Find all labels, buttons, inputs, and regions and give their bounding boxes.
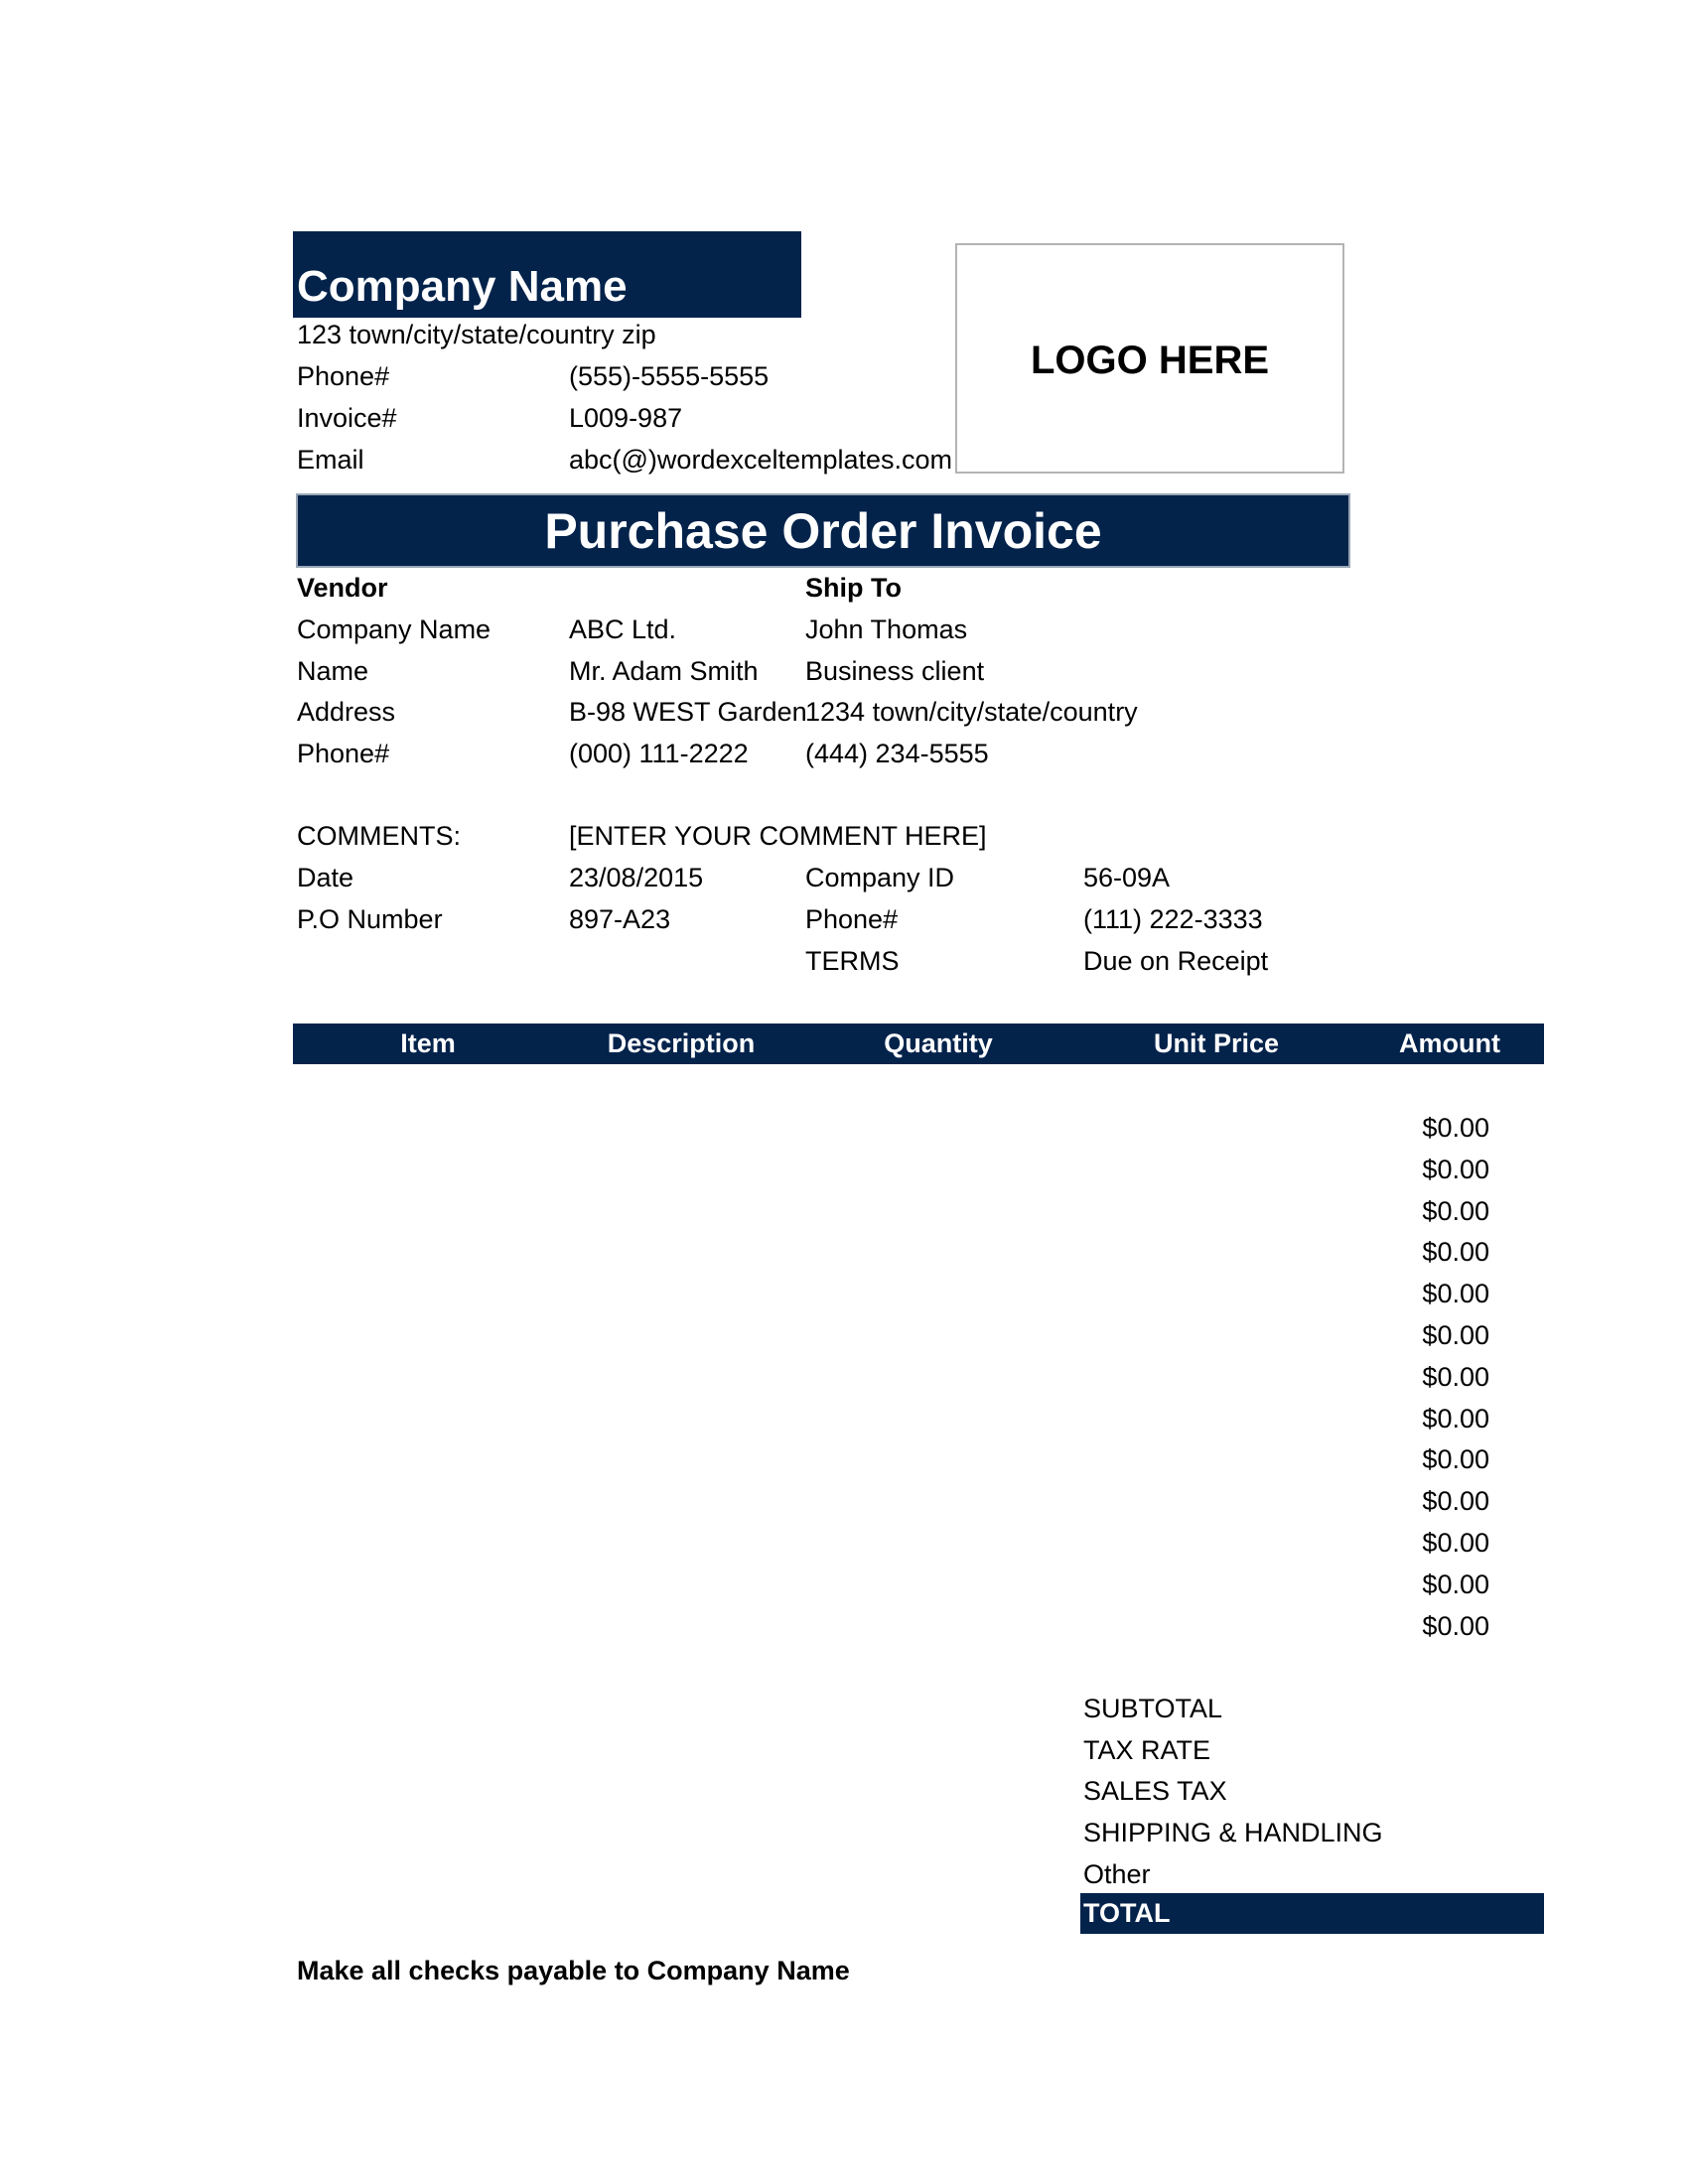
items-table-header — [293, 1024, 1544, 1064]
invoice-title-bar — [296, 493, 1350, 568]
comments-label: COMMENTS: — [297, 821, 461, 851]
row-amount: $0.00 — [1422, 1570, 1489, 1599]
payment-note: Make all checks payable to Company Name — [297, 1956, 850, 1985]
company-address: 123 town/city/state/country zip — [297, 320, 656, 349]
vendor-name: Mr. Adam Smith — [569, 656, 759, 686]
vendor-address-label: Address — [297, 697, 396, 727]
company-email-label: Email — [297, 445, 364, 475]
details-phone-label: Phone# — [805, 904, 899, 934]
company-invoice-label: Invoice# — [297, 403, 397, 433]
vendor-phone-label: Phone# — [297, 739, 390, 768]
column-header-description: Description — [607, 1028, 756, 1058]
vendor-phone: (000) 111-2222 — [569, 739, 749, 768]
vendor-name-label: Name — [297, 656, 369, 686]
row-amount: $0.00 — [1422, 1486, 1489, 1516]
po-number-label: P.O Number — [297, 904, 443, 934]
company-phone-label: Phone# — [297, 361, 390, 391]
row-amount: $0.00 — [1422, 1611, 1489, 1641]
terms-label: TERMS — [805, 946, 900, 976]
vendor-company: ABC Ltd. — [569, 614, 677, 644]
date-value: 23/08/2015 — [569, 863, 704, 892]
column-header-unit-price: Unit Price — [1153, 1028, 1280, 1058]
company-phone: (555)-5555-5555 — [569, 361, 770, 391]
vendor-address: B-98 WEST Garden — [569, 697, 807, 727]
company-name: Company Name — [297, 262, 628, 311]
comments-value: [ENTER YOUR COMMENT HERE] — [569, 821, 987, 851]
company-name-banner — [293, 231, 801, 318]
row-amount: $0.00 — [1422, 1320, 1489, 1350]
tax-rate-label: TAX RATE — [1083, 1735, 1211, 1765]
company-invoice: L009-987 — [569, 403, 683, 433]
row-amount: $0.00 — [1422, 1362, 1489, 1392]
ship-to-type: Business client — [805, 656, 985, 686]
total-bar — [1080, 1893, 1544, 1934]
row-amount: $0.00 — [1422, 1404, 1489, 1433]
date-label: Date — [297, 863, 354, 892]
terms-value: Due on Receipt — [1083, 946, 1269, 976]
invoice-title: Purchase Order Invoice — [544, 503, 1102, 559]
subtotal-label: SUBTOTAL — [1083, 1694, 1223, 1723]
vendor-heading: Vendor — [297, 573, 388, 603]
column-header-quantity: Quantity — [884, 1028, 993, 1058]
company-email: abc(@)wordexceltemplates.com — [569, 445, 953, 475]
ship-to-name: John Thomas — [805, 614, 968, 644]
logo-placeholder — [955, 243, 1344, 474]
logo-text: LOGO HERE — [1030, 339, 1270, 382]
row-amount: $0.00 — [1422, 1237, 1489, 1267]
ship-to-phone: (444) 234-5555 — [805, 739, 989, 768]
column-header-amount: Amount — [1399, 1028, 1500, 1058]
company-id-label: Company ID — [805, 863, 955, 892]
column-header-item: Item — [400, 1028, 456, 1058]
shipping-handling-label: SHIPPING & HANDLING — [1083, 1818, 1383, 1847]
row-amount: $0.00 — [1422, 1196, 1489, 1226]
row-amount: $0.00 — [1422, 1279, 1489, 1308]
row-amount: $0.00 — [1422, 1444, 1489, 1474]
row-amount: $0.00 — [1422, 1155, 1489, 1184]
row-amount: $0.00 — [1422, 1113, 1489, 1143]
sales-tax-label: SALES TAX — [1083, 1776, 1227, 1806]
ship-to-heading: Ship To — [805, 573, 902, 603]
details-phone-value: (111) 222-3333 — [1083, 904, 1263, 934]
ship-to-address: 1234 town/city/state/country — [805, 697, 1138, 727]
company-id-value: 56-09A — [1083, 863, 1171, 892]
row-amount: $0.00 — [1422, 1528, 1489, 1558]
po-number-value: 897-A23 — [569, 904, 671, 934]
vendor-company-label: Company Name — [297, 614, 492, 644]
other-label: Other — [1083, 1859, 1151, 1889]
total-label: TOTAL — [1083, 1898, 1171, 1928]
